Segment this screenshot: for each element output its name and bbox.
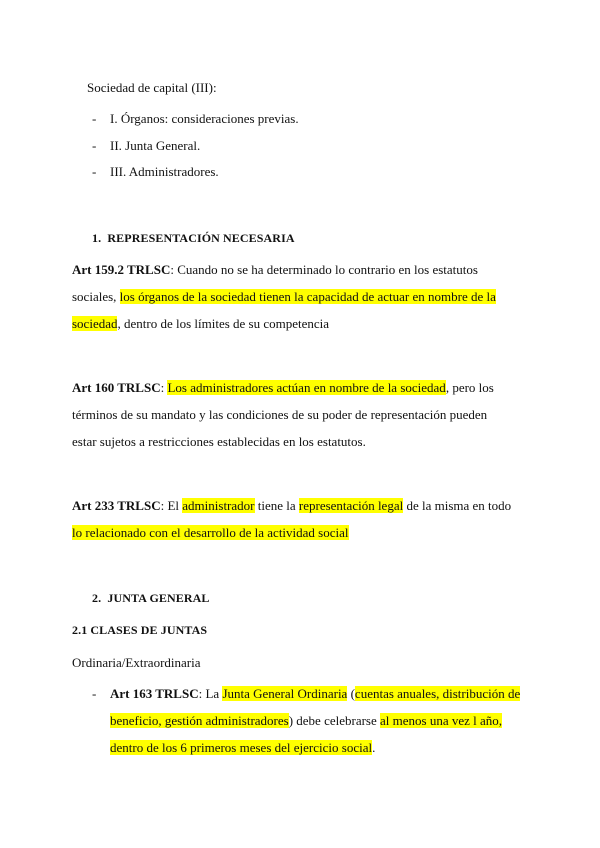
dash: - [92, 164, 97, 179]
highlight: Los administradores actúan en nombre de la sociedad [167, 380, 446, 395]
highlight: Junta General Ordinaria [222, 686, 348, 701]
section-heading-representacion: 1. REPRESENTACIÓN NECESARIA [92, 231, 295, 245]
section-heading-junta-general: 2. JUNTA GENERAL [92, 591, 210, 605]
intro-item-2: II. Junta General. [110, 138, 201, 153]
highlight: representación legal [298, 498, 404, 513]
paragraph-line: beneficio, gestión administradores) debe celebrarse al menos una vez l año, [110, 713, 503, 728]
paragraph-line: sociales, los órganos de la sociedad tienen la capacidad de actuar en nombre de la [72, 289, 496, 304]
paragraph-line [72, 525, 349, 541]
highlight: cuentas anuales, distribución de [354, 686, 521, 701]
bullet-art-163: Art 163 TRLSC: La Junta General Ordinaria (cuentas anuales, distribución de [110, 686, 521, 701]
article-ref: Art 160 TRLSC [72, 380, 161, 395]
paragraph-art-160: Art 160 TRLSC: Los administradores actúan en nombre de la sociedad, pero los [72, 380, 494, 395]
intro-item-1: I. Órganos: consideraciones previas. [110, 111, 299, 126]
highlight: al menos una vez l año, [380, 713, 503, 728]
paragraph-art-159: Art 159.2 TRLSC: Cuando no se ha determinado lo contrario en los estatutos [72, 262, 478, 277]
highlight: dentro de los 6 primeros meses del ejercicio social [110, 740, 373, 755]
dash: - [92, 686, 97, 701]
article-ref: Art 163 TRLSC [110, 686, 199, 701]
article-ref: Art 159.2 TRLSC [72, 262, 171, 277]
intro-title: Sociedad de capital (III): [87, 80, 217, 95]
dash: - [92, 138, 97, 153]
paragraph-line: términos de su mandato y las condiciones de su poder de representación pueden [72, 407, 488, 422]
intro-item-3: III. Administradores. [110, 164, 219, 179]
subsection-heading: 2.1 CLASES DE JUNTAS [72, 623, 208, 637]
highlight: administrador [182, 498, 255, 513]
paragraph-art-233: Art 233 TRLSC: El administrador tiene la representación legal de la misma en todo [72, 498, 512, 513]
paragraph-line: estar sujetos a restricciones establecidas en los estatutos. [72, 434, 366, 449]
paragraph-line: dentro de los 6 primeros meses del ejercicio social. [110, 740, 376, 755]
highlight: beneficio, gestión administradores [110, 713, 289, 728]
highlight: los órganos de la sociedad tienen la capacidad de actuar en nombre de la [119, 289, 496, 304]
highlight: sociedad [72, 316, 118, 331]
paragraph-line: sociedad, dentro de los límites de su competencia [72, 316, 330, 331]
highlight: lo relacionado con el desarrollo de la actividad social [72, 525, 349, 540]
dash: - [92, 111, 97, 126]
junta-types: Ordinaria/Extraordinaria [72, 655, 201, 670]
article-ref: Art 233 TRLSC [72, 498, 161, 513]
